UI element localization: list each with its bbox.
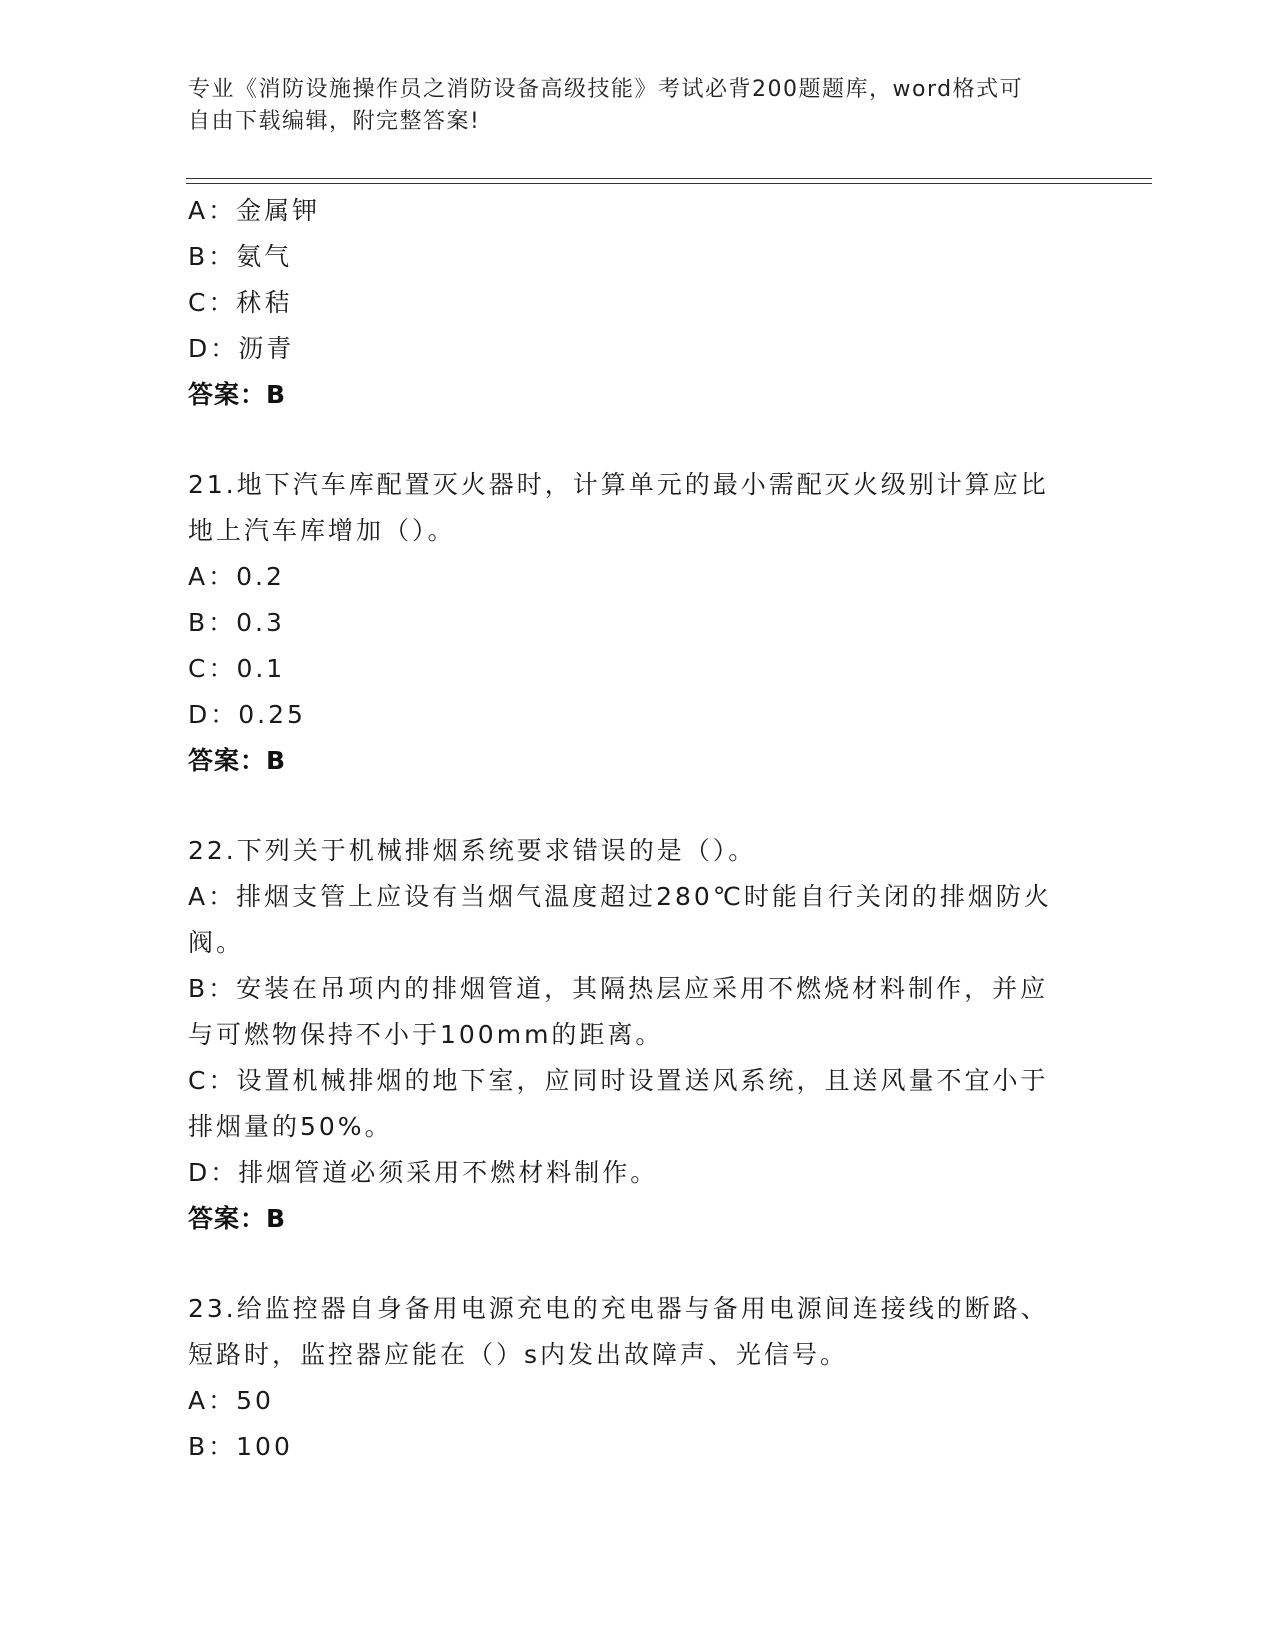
option-a: A：0.2 — [188, 562, 285, 591]
option-a: A：排烟支管上应设有当烟气温度超过280℃时能自行关闭的排烟防火 — [188, 882, 1052, 911]
option-a: A：金属钾 — [188, 196, 321, 225]
option-a: A：50 — [188, 1386, 274, 1415]
option-c: C：0.1 — [188, 654, 286, 683]
block-spacer — [188, 1242, 1088, 1286]
question-block-23 — [188, 1286, 1088, 1470]
question-block-22 — [188, 828, 1088, 1242]
option-a-cont: 阀。 — [188, 928, 245, 957]
option-c: C：设置机械排烟的地下室，应同时设置送风系统，且送风量不宜小于 — [188, 1066, 1049, 1095]
answer-line: 答案：B — [188, 746, 287, 775]
header-line-2: 自由下载编辑，附完整答案! — [188, 109, 481, 134]
question-content — [188, 188, 1088, 1470]
option-b: B：0.3 — [188, 608, 285, 637]
question-stem-cont: 短路时，监控器应能在（）s内发出故障声、光信号。 — [188, 1340, 849, 1369]
question-stem: 22.下列关于机械排烟系统要求错误的是（）。 — [188, 836, 757, 865]
option-d: D：0.25 — [188, 700, 306, 729]
question-block-20 — [188, 188, 1088, 418]
document-header — [188, 74, 1088, 138]
header-rule-bottom — [186, 183, 1152, 184]
answer-line: 答案：B — [188, 1204, 287, 1233]
option-d: D：沥青 — [188, 334, 295, 363]
answer-line: 答案：B — [188, 380, 287, 409]
header-line-1: 专业《消防设施操作员之消防设备高级技能》考试必背200题题库，word格式可 — [188, 77, 1024, 102]
question-stem: 21.地下汽车库配置灭火器时，计算单元的最小需配灭火级别计算应比 — [188, 470, 1049, 499]
question-stem: 23.给监控器自身备用电源充电的充电器与备用电源间连接线的断路、 — [188, 1294, 1049, 1323]
option-c: C：秫秸 — [188, 288, 293, 317]
question-stem-cont: 地上汽车库增加（）。 — [188, 516, 456, 545]
option-b-cont: 与可燃物保持不小于100mm的距离。 — [188, 1020, 664, 1049]
option-b: B：100 — [188, 1432, 293, 1461]
option-b: B：安装在吊项内的排烟管道，其隔热层应采用不燃烧材料制作，并应 — [188, 974, 1049, 1003]
option-b: B：氨气 — [188, 242, 293, 271]
block-spacer — [188, 784, 1088, 828]
option-c-cont: 排烟量的50%。 — [188, 1112, 393, 1141]
question-block-21 — [188, 462, 1088, 784]
header-rule-top — [186, 178, 1152, 179]
block-spacer — [188, 418, 1088, 462]
option-d: D：排烟管道必须采用不燃材料制作。 — [188, 1158, 659, 1187]
